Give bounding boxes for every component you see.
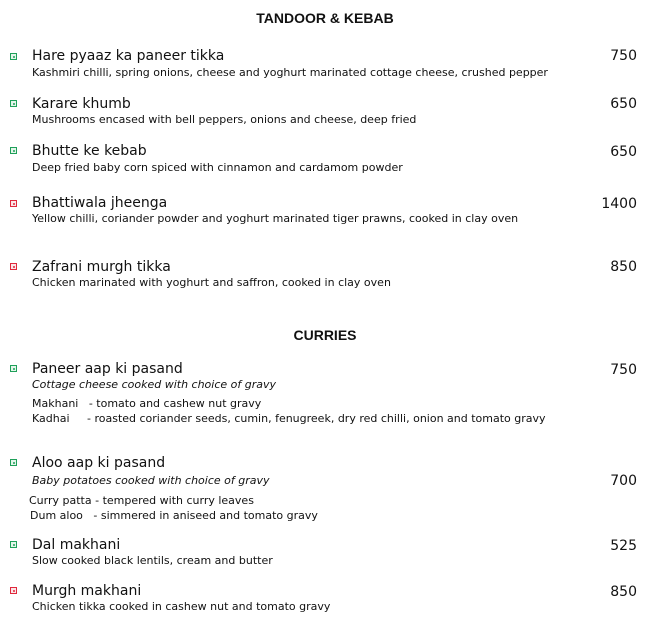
veg-icon xyxy=(10,365,17,372)
item-price: 1400 xyxy=(601,196,637,212)
nonveg-icon xyxy=(10,200,17,207)
veg-icon xyxy=(10,459,17,466)
item-name: Hare pyaaz ka paneer tikka xyxy=(32,48,225,64)
item-price: 650 xyxy=(610,144,637,160)
item-price: 850 xyxy=(610,584,637,600)
item-description: Cottage cheese cooked with choice of gravy xyxy=(32,378,277,391)
veg-icon xyxy=(10,53,17,60)
item-description: Chicken marinated with yoghurt and saffron, cooked in clay oven xyxy=(32,276,391,289)
section-title: TANDOOR & KEBAB xyxy=(256,10,394,26)
item-description: Yellow chilli, coriander powder and yoghurt marinated tiger prawns, cooked in clay oven xyxy=(32,212,519,225)
item-name: Bhattiwala jheenga xyxy=(32,195,168,211)
item-description: Baby potatoes cooked with choice of gravy xyxy=(32,474,270,487)
gravy-option: Makhani - tomato and cashew nut gravy xyxy=(32,397,262,410)
item-description: Chicken tikka cooked in cashew nut and tomato gravy xyxy=(32,600,331,613)
item-name: Dal makhani xyxy=(32,537,121,553)
item-description: Slow cooked black lentils, cream and butter xyxy=(32,554,273,567)
item-price: 750 xyxy=(610,362,637,378)
veg-icon xyxy=(10,541,17,548)
item-description: Kashmiri chilli, spring onions, cheese and yoghurt marinated cottage cheese, crushed pepper xyxy=(32,66,548,79)
item-name: Aloo aap ki pasand xyxy=(32,455,166,471)
gravy-option: Kadhai - roasted coriander seeds, cumin, fenugreek, dry red chilli, onion and tomato gravy xyxy=(32,412,546,425)
item-name: Bhutte ke kebab xyxy=(32,143,147,159)
item-price: 850 xyxy=(610,259,637,275)
gravy-option: Curry patta - tempered with curry leaves xyxy=(29,494,254,507)
item-price: 700 xyxy=(610,473,637,489)
nonveg-icon xyxy=(10,263,17,270)
item-price: 525 xyxy=(610,538,637,554)
item-description: Deep fried baby corn spiced with cinnamon and cardamom powder xyxy=(32,161,403,174)
gravy-option: Dum aloo - simmered in aniseed and tomato gravy xyxy=(30,509,318,522)
item-name: Murgh makhani xyxy=(32,583,142,599)
item-name: Karare khumb xyxy=(32,96,131,112)
item-name: Zafrani murgh tikka xyxy=(32,259,171,275)
item-price: 750 xyxy=(610,48,637,64)
item-description: Mushrooms encased with bell peppers, onions and cheese, deep fried xyxy=(32,113,417,126)
item-price: 650 xyxy=(610,96,637,112)
nonveg-icon xyxy=(10,587,17,594)
veg-icon xyxy=(10,147,17,154)
veg-icon xyxy=(10,100,17,107)
section-title: CURRIES xyxy=(293,327,357,343)
item-name: Paneer aap ki pasand xyxy=(32,361,183,377)
